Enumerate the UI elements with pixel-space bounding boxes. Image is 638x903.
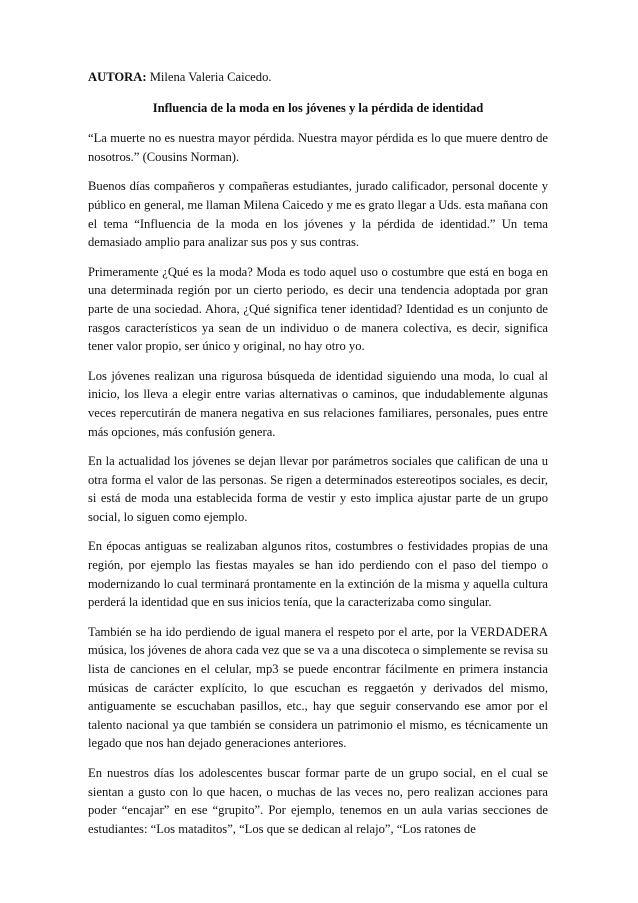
author-label: AUTORA:: [88, 70, 147, 84]
document-page: [88, 68, 548, 849]
paragraph-identity-search: Los jóvenes realizan una rigurosa búsqueda de identidad siguiendo una moda, lo cual al inicio, los lleva a elegir entre varias alternativas o caminos, que indudablemente algunas veces repercutirán de manera negativa en sus relaciones familiares, personales, pues entre más opciones, más confusión genera.: [88, 368, 548, 439]
document-title: Influencia de la moda en los jóvenes y la pérdida de identidad: [152, 100, 484, 115]
paragraph-art-respect: También se ha ido perdiendo de igual manera el respeto por el arte, por la VERDADERA música, los jóvenes de ahora cada vez que se va a una discoteca o simplemente se revisa su lista de canciones en el celular, mp3 se puede encontrar fácilmente en primera instancia músicas de carácter explícito, lo que escuchan es reggaetón y derivados del mismo, antiguamente se escuchaban pasillos, etc., hay que seguir conservando ese amor por el talento nacional ya que también se considera un patrimonio el mismo, es técnicamente un legado que nos han dejado generaciones anteriores.: [88, 624, 548, 751]
paragraph-social-parameters: En la actualidad los jóvenes se dejan llevar por parámetros sociales que califican de una u otra forma el valor de las personas. Se rigen a determinados estereotipos sociales, es decir, si está de moda una establecida forma de vestir y esto implica ajustar parte de un grupo social, lo siguen como ejemplo.: [88, 454, 548, 524]
paragraph-definitions: Primeramente ¿Qué es la moda? Moda es todo aquel uso o costumbre que está en boga en una determinada región por un cierto periodo, es decir una tendencia adoptada por gran parte de una sociedad. Ahora, ¿Qué significa tener identidad? Identidad es un conjunto de rasgos característicos ya sean de un individuo o de manera colectiva, es decir, significa tener valor propio, ser único y original, no hay otro yo.: [88, 264, 548, 354]
epigraph-quote: “La muerte no es nuestra mayor pérdida. Nuestra mayor pérdida es lo que muere dentro de nosotros.” (Cousins Norman).: [88, 131, 548, 164]
paragraph-greeting: Buenos días compañeros y compañeras estudiantes, jurado calificador, personal docente y público en general, me llaman Milena Caicedo y me es grato llegar a Uds. esta mañana con el tema “Influencia de la moda en los jóvenes y la pérdida de identidad.” Un tema demasiado amplio para analizar sus pos y sus contras.: [88, 179, 548, 250]
author-name: Milena Valeria Caicedo.: [149, 70, 272, 84]
paragraph-social-groups: En nuestros días los adolescentes buscar formar parte de un grupo social, en el cual se sientan a gusto con lo que hacen, o muchas de las veces no, pero realizan acciones para poder “encajar” en ese “grupito”. Por ejemplo, tenemos en un aula varias secciones de estudiantes: “Los mataditos”, “Los que se dedican al relajo”, “Los ratones de: [88, 766, 548, 836]
paragraph-ancient-times: En épocas antiguas se realizaban algunos ritos, costumbres o festividades propias de una región, por ejemplo las fiestas mayales se han ido perdiendo con el paso del tiempo o modernizando lo cual terminará prontamente en la extinción de la misma y aquella cultura perderá la identidad que en sus inicios tenía, que la caracterizaba como singular.: [88, 539, 548, 610]
author-line: [88, 68, 548, 87]
